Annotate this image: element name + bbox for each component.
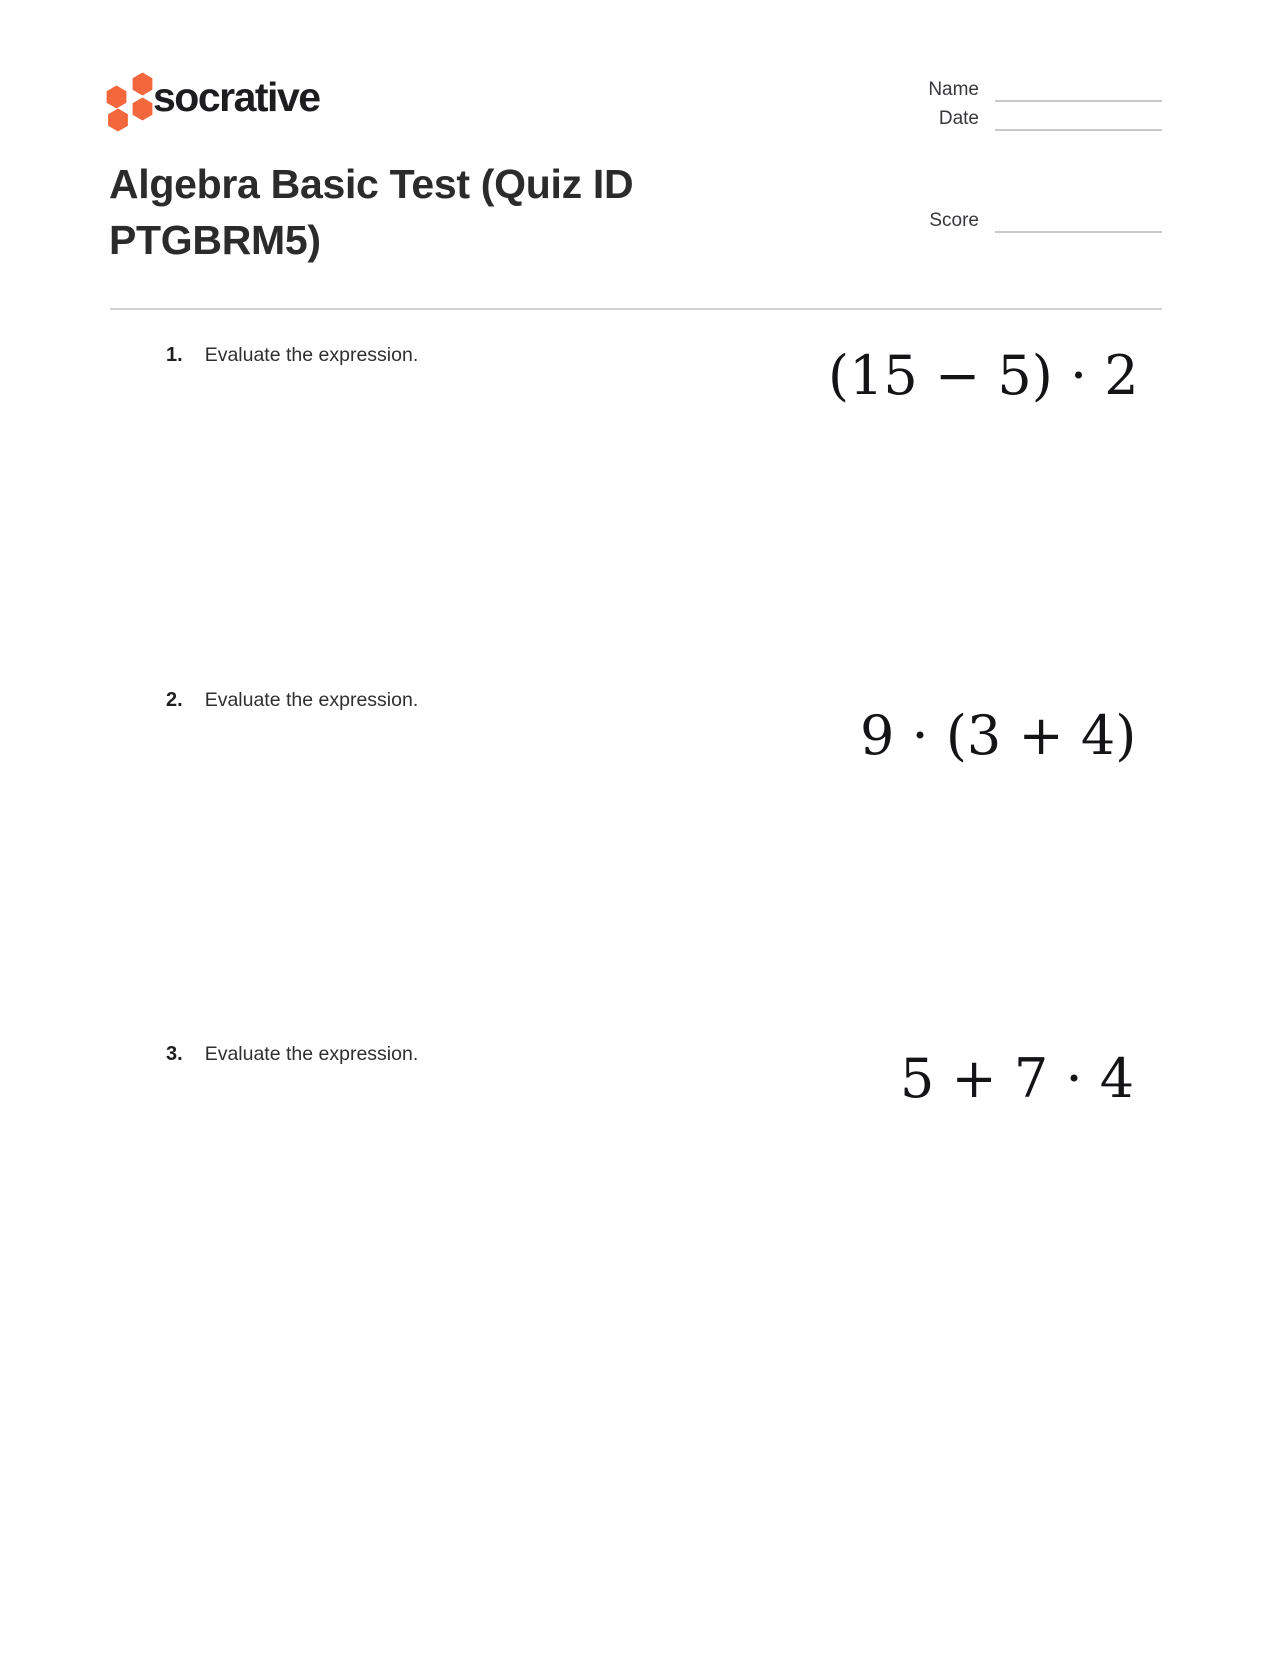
header-divider [110,308,1162,310]
brand-wordmark: socrative [153,74,320,120]
score-label: Score [929,210,979,231]
question-1 [166,344,418,367]
name-field-row [869,78,1162,102]
question-number: 1. [166,344,183,366]
name-label: Name [928,79,979,100]
name-blank-line [995,78,1162,102]
score-field-row [869,209,1162,233]
date-label: Date [938,108,979,129]
date-blank-line [995,107,1162,131]
page-title: Algebra Basic Test (Quiz ID PTGBRM5) [109,161,634,263]
date-field-row [869,107,1162,131]
question-2-expression: 9 · (3 + 4) [860,704,1137,767]
question-1-expression: (15 − 5) · 2 [828,344,1139,407]
score-blank-line [995,209,1162,233]
question-prompt: Evaluate the expression. [204,689,419,711]
question-number: 2. [166,689,183,711]
question-prompt: Evaluate the expression. [204,1043,419,1065]
socrative-logo-icon [105,72,155,132]
question-prompt: Evaluate the expression. [204,344,419,366]
question-2 [166,689,418,712]
question-number: 3. [166,1043,183,1065]
question-3-expression: 5 + 7 · 4 [900,1047,1135,1110]
question-3 [166,1043,418,1066]
